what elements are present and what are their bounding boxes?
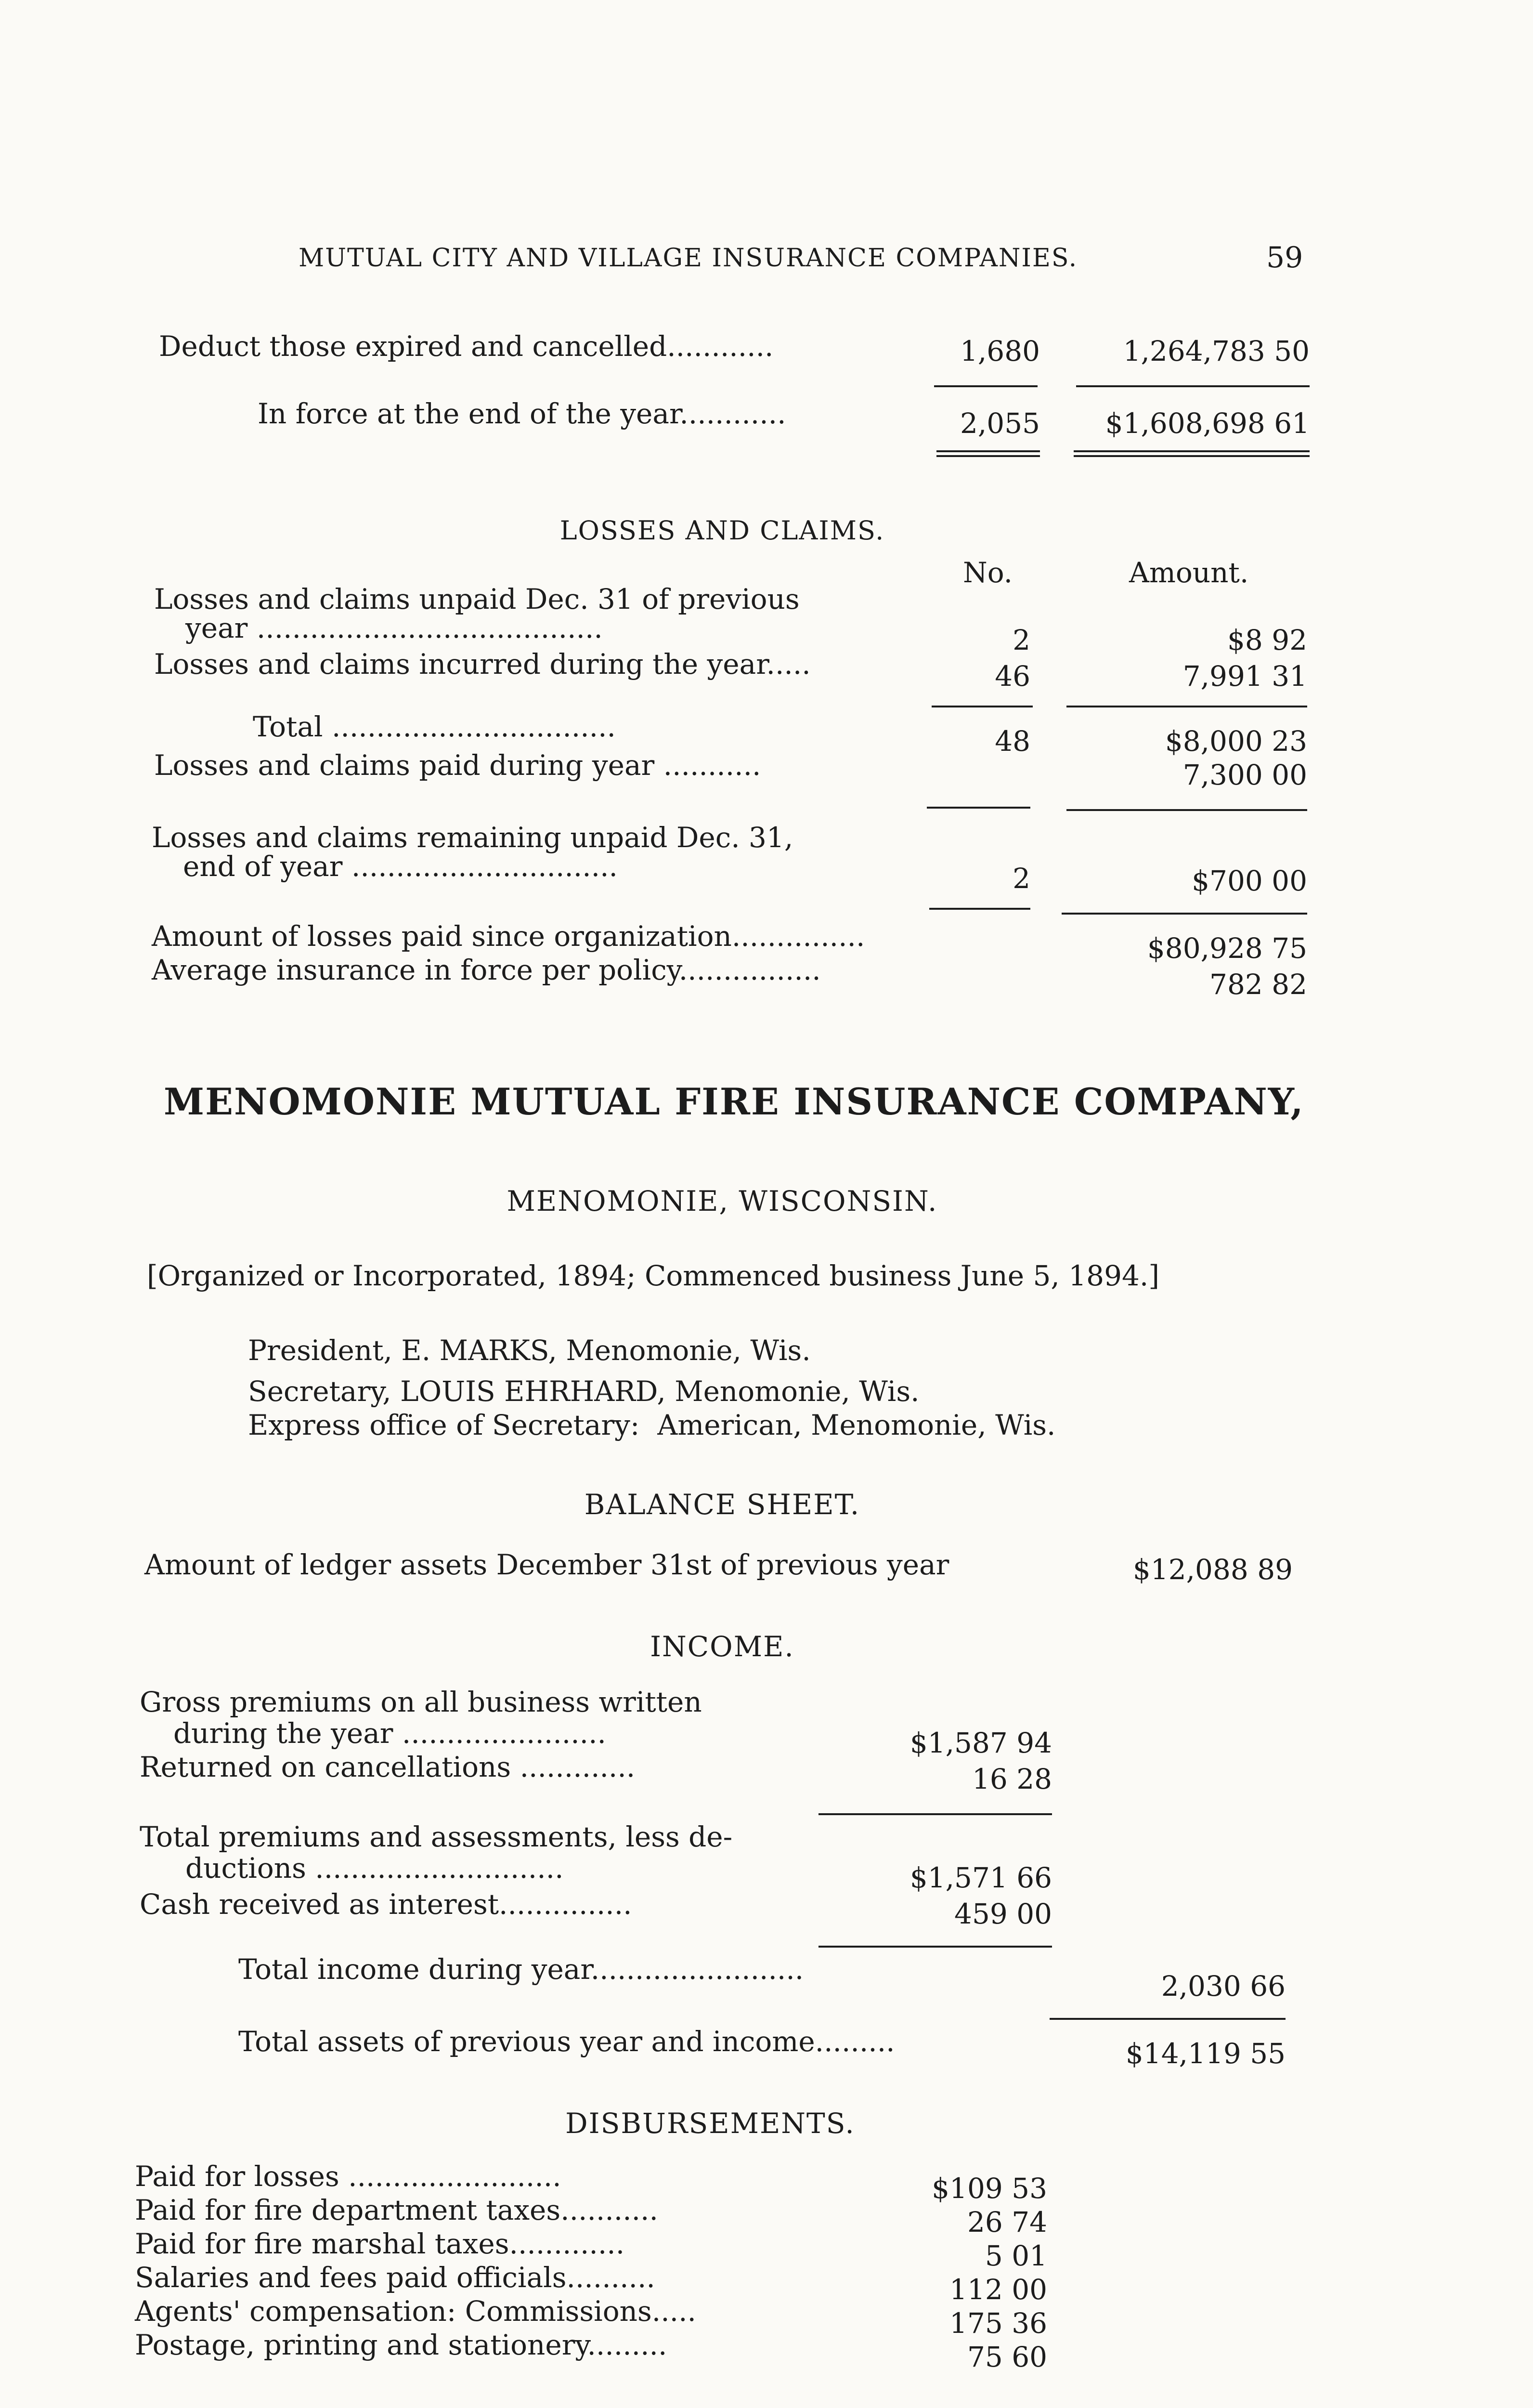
returned-label: Returned on cancellations ............. [140,1751,636,1783]
rule [927,807,1030,809]
col-amount-header: Amount. [1129,556,1249,589]
gross-amount: $1,587 94 [909,1727,1052,1759]
unpaid-prev-line1: Losses and claims unpaid Dec. 31 of previous [154,583,800,615]
disb-label: Postage, printing and stationery......... [135,2329,667,2361]
president-line: President, E. MARKS, Menomonie, Wis. [248,1334,811,1367]
rule [818,1813,1052,1815]
running-title: MUTUAL CITY AND VILLAGE INSURANCE COMPANIES. [299,244,1078,273]
rule [932,706,1033,707]
disbursements-title: DISBURSEMENTS. [565,2107,855,2140]
inforce-no: 2,055 [960,407,1040,440]
company-name: MENOMONIE MUTUAL FIRE INSURANCE COMPANY, [164,1080,1304,1123]
disb-amount: 75 60 [967,2341,1047,2373]
total-assets-amount: $14,119 55 [1125,2037,1286,2070]
losses-title: LOSSES AND CLAIMS. [559,515,885,546]
gross-line2: during the year ....................... [173,1717,606,1750]
company-location: MENOMONIE, WISCONSIN. [507,1185,938,1217]
double-rule [936,450,1040,457]
unpaid-prev-no: 2 [1013,624,1030,656]
paid-amount: 7,300 00 [1182,759,1307,791]
deduct-label: Deduct those expired and cancelled............ [159,330,774,363]
double-rule [1074,450,1310,457]
interest-label: Cash received as interest............... [140,1888,632,1921]
secretary-line: Secretary, LOUIS EHRHARD, Menomonie, Wis. [248,1375,920,1408]
avg-label: Average insurance in force per policy................ [152,954,821,986]
rule [1066,706,1307,707]
income-title: INCOME. [650,1630,794,1663]
rule [1066,809,1307,811]
deduct-amount: 1,264,783 50 [1123,335,1310,367]
incurred-label: Losses and claims incurred during the year..... [154,648,811,681]
ledger-amount: $12,088 89 [1132,1553,1293,1586]
returned-amount: 16 28 [972,1763,1052,1795]
inforce-label: In force at the end of the year............ [258,397,786,430]
total-income-label: Total income during year........................ [238,1953,804,1986]
disb-amount: 175 36 [949,2307,1047,2340]
rule [1050,2018,1286,2020]
disb-label: Salaries and fees paid officials.......... [135,2261,655,2294]
remaining-amount: $700 00 [1192,864,1307,897]
total-label: Total ................................ [253,710,616,743]
inforce-amount: $1,608,698 61 [1105,407,1310,440]
express-line: Express office of Secretary: American, Menomonie, Wis. [248,1409,1056,1441]
totalprem-line1: Total premiums and assessments, less de- [140,1820,733,1853]
interest-amount: 459 00 [954,1898,1052,1930]
organized-line: [Organized or Incorporated, 1894; Commenced business June 5, 1894.] [147,1259,1159,1292]
page-number: 59 [1266,241,1303,275]
disb-label: Paid for fire marshal taxes............. [135,2227,625,2260]
unpaid-prev-amount: $8 92 [1227,624,1307,656]
col-no-header: No. [963,556,1013,589]
disb-label: Agents' compensation: Commissions..... [135,2295,696,2328]
disb-amount: 5 01 [985,2239,1047,2272]
ledger-label: Amount of ledger assets December 31st of previous year [144,1548,949,1581]
since-org-amount: $80,928 75 [1147,932,1307,965]
incurred-no: 46 [995,660,1030,693]
avg-amount: 782 82 [1209,968,1307,1001]
disb-label: Paid for losses ........................ [135,2160,561,2193]
disb-amount: $109 53 [932,2172,1047,2205]
remaining-line2: end of year .............................. [183,850,618,883]
since-org-label: Amount of losses paid since organization............... [152,920,865,953]
paid-label: Losses and claims paid during year ........... [154,749,761,782]
rule [818,1946,1052,1948]
total-income-amount: 2,030 66 [1161,1970,1286,2002]
rule [1062,913,1307,915]
balance-title: BALANCE SHEET. [584,1488,860,1521]
gross-line1: Gross premiums on all business written [140,1686,702,1718]
remaining-line1: Losses and claims remaining unpaid Dec. 31, [152,821,793,854]
deduct-no: 1,680 [960,335,1040,367]
remaining-no: 2 [1013,862,1030,895]
total-no: 48 [995,725,1030,758]
totalprem-line2: ductions ............................ [185,1852,564,1885]
rule [929,908,1030,910]
unpaid-prev-line2: year ....................................... [185,612,603,644]
disb-amount: 112 00 [949,2273,1047,2306]
disb-amount: 26 74 [967,2206,1047,2238]
total-assets-label: Total assets of previous year and income......... [238,2025,895,2058]
rule [934,385,1038,387]
rule [1076,385,1310,387]
totalprem-amount: $1,571 66 [909,1861,1052,1894]
incurred-amount: 7,991 31 [1182,660,1307,693]
total-amount: $8,000 23 [1165,725,1307,758]
disb-label: Paid for fire department taxes........... [135,2194,658,2226]
